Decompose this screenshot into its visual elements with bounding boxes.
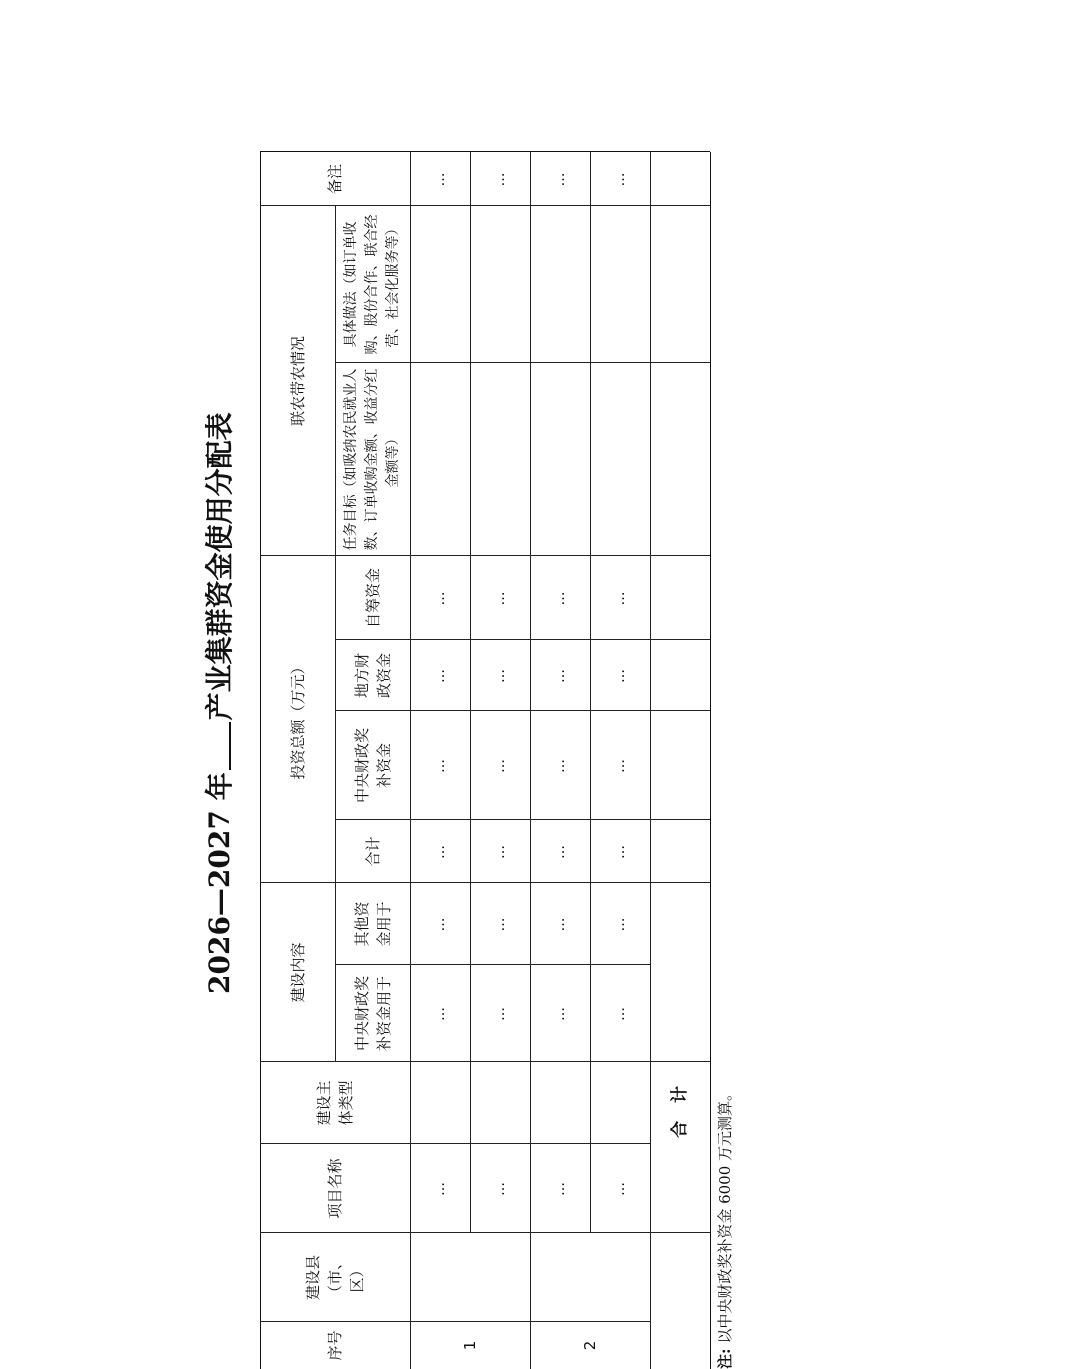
header-project: 项目名称 (326, 1158, 344, 1219)
row-1-total-b: … (492, 844, 508, 859)
title-years: 2026—2027 年 (203, 772, 236, 994)
row-1-remark-a: … (432, 171, 448, 187)
row-2-local-fund-b: … (612, 668, 628, 683)
row-2-seq: 2 (581, 1340, 599, 1351)
row-2-county (530, 1233, 650, 1322)
header-entity: 建设主体类型 (315, 1080, 355, 1126)
row-1-total-a: … (432, 844, 448, 859)
row-2-central-use-a: … (552, 1006, 568, 1021)
row-1-remark-b: … (492, 171, 508, 187)
title-main: 产业集群资金使用分配表 (203, 412, 236, 721)
row-2-self-fund-a: … (552, 590, 568, 606)
header-county: 建设县（市、区） (304, 1255, 366, 1301)
header-self-fund: 自筹资金 (363, 568, 382, 629)
row-1-other-use-a: … (432, 916, 448, 932)
footnote-text: 以中央财政奖补资金 6000 万元测算。 (716, 1085, 734, 1344)
row-1-other-use-b: … (492, 916, 508, 932)
row-1-county (410, 1233, 530, 1322)
header-seq: 序号 (326, 1330, 344, 1361)
page-title (200, 94, 240, 994)
row-2-total-a: … (552, 844, 568, 859)
row-2-local-fund-a: … (552, 668, 568, 683)
footnote-label: 注: (716, 1348, 734, 1369)
header-central-fund: 中央财政奖补资金 (352, 728, 393, 804)
title-blank-underline (203, 722, 231, 770)
header-central-use: 中央财政奖补资金用于 (352, 976, 393, 1052)
row-2-project-a: … (552, 1181, 568, 1196)
row-1-local-fund-a: … (432, 668, 448, 683)
row-2-self-fund-b: … (612, 590, 628, 606)
header-total: 合计 (363, 836, 382, 867)
row-1-project-b: … (492, 1181, 508, 1196)
row-1-self-fund-b: … (492, 590, 508, 606)
row-1-seq: 1 (461, 1340, 479, 1351)
row-1-central-use-b: … (492, 1006, 508, 1021)
row-1-central-use-a: … (432, 1006, 448, 1021)
row-2-central-fund-b: … (612, 758, 628, 773)
row-2-other-use-a: … (552, 916, 568, 932)
row-2-total-b: … (612, 844, 628, 859)
row-1-project-a: … (432, 1181, 448, 1196)
row-1-self-fund-a: … (432, 590, 448, 606)
header-remark: 备注 (326, 164, 344, 195)
row-2-other-use-b: … (612, 916, 628, 932)
sum-row-label: 合 计 (670, 1080, 690, 1138)
footnote (712, 1086, 738, 1369)
row-1-local-fund-b: … (492, 668, 508, 683)
table-border-bottom (710, 152, 711, 1369)
header-other-use: 其他资金用于 (352, 901, 393, 947)
header-target: 任务目标（如吸纳农民就业人数、订单收购金额、收益分红金额等） (343, 368, 401, 551)
row-1-central-fund-a: … (432, 758, 448, 773)
row-2-remark-b: … (612, 171, 628, 187)
header-farmer-group: 联农带农情况 (288, 336, 307, 427)
header-method: 具体做法（如订单收购、股份合作、联合经营、社会化服务等） (343, 214, 401, 355)
header-investment-group: 投资总额（万元） (288, 659, 307, 780)
header-local-fund: 地方财政资金 (352, 653, 393, 699)
header-construction-group: 建设内容 (288, 942, 307, 1003)
row-1-central-fund-b: … (492, 758, 508, 773)
row-2-project-b: … (612, 1181, 628, 1196)
row-2-remark-a: … (552, 171, 568, 187)
row-2-central-use-b: … (612, 1006, 628, 1021)
row-2-central-fund-a: … (552, 758, 568, 773)
